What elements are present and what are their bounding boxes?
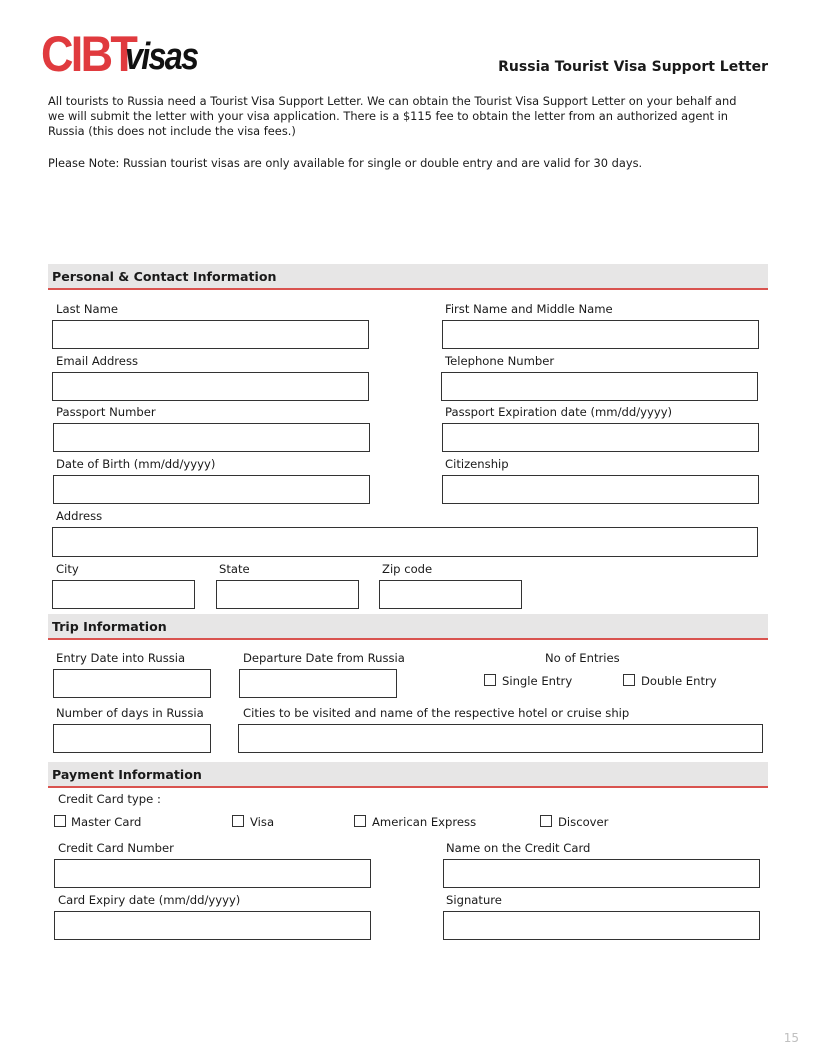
- american-express-checkbox[interactable]: [354, 815, 366, 827]
- section-payment: [48, 762, 768, 788]
- note-paragraph: Please Note: Russian tourist visas are only available for single or double entry and are valid for 30 days.: [48, 156, 643, 170]
- section-heading: Trip Information: [52, 619, 167, 634]
- cities-label: Cities to be visited and name of the respective hotel or cruise ship: [243, 706, 630, 720]
- single-entry-label: Single Entry: [502, 674, 573, 688]
- signature-label: Signature: [446, 893, 502, 907]
- state-label: State: [219, 562, 250, 576]
- city-label: City: [56, 562, 79, 576]
- dob-label: Date of Birth (mm/dd/yyyy): [56, 457, 216, 471]
- telephone-label: Telephone Number: [445, 354, 555, 368]
- section-heading: Personal & Contact Information: [52, 269, 277, 284]
- logo-sub-text: visas: [125, 36, 198, 78]
- departure-date-input[interactable]: [239, 669, 397, 698]
- citizenship-label: Citizenship: [445, 457, 509, 471]
- section-trip: [48, 614, 768, 640]
- discover-label: Discover: [558, 815, 609, 829]
- name-on-card-label: Name on the Credit Card: [446, 841, 591, 855]
- card-number-input[interactable]: [54, 859, 371, 888]
- dob-input[interactable]: [53, 475, 370, 504]
- page-number: 15: [783, 1031, 799, 1045]
- visa-checkbox[interactable]: [232, 815, 244, 827]
- city-input[interactable]: [52, 580, 195, 609]
- passport-expiration-input[interactable]: [442, 423, 759, 452]
- passport-number-label: Passport Number: [56, 405, 156, 419]
- passport-expiration-label: Passport Expiration date (mm/dd/yyyy): [445, 405, 673, 419]
- email-label: Email Address: [56, 354, 139, 368]
- signature-input[interactable]: [443, 911, 760, 940]
- visa-label: Visa: [250, 815, 275, 829]
- zip-label: Zip code: [382, 562, 433, 576]
- master-card-label: Master Card: [71, 815, 142, 829]
- days-in-russia-input[interactable]: [53, 724, 211, 753]
- double-entry-checkbox[interactable]: [623, 674, 635, 686]
- days-in-russia-label: Number of days in Russia: [56, 706, 204, 720]
- zip-input[interactable]: [379, 580, 522, 609]
- card-expiry-label: Card Expiry date (mm/dd/yyyy): [58, 893, 241, 907]
- last-name-input[interactable]: [52, 320, 369, 349]
- section-personal-contact: [48, 264, 768, 290]
- cities-input[interactable]: [238, 724, 763, 753]
- citizenship-input[interactable]: [442, 475, 759, 504]
- document-title: Russia Tourist Visa Support Letter: [498, 59, 768, 75]
- american-express-label: American Express: [372, 815, 477, 829]
- telephone-input[interactable]: [441, 372, 758, 401]
- logo-main-text: CIBT: [41, 26, 136, 82]
- no-of-entries-label: No of Entries: [545, 651, 620, 665]
- cibt-visas-logo: [41, 26, 210, 82]
- last-name-label: Last Name: [56, 302, 119, 316]
- card-number-label: Credit Card Number: [58, 841, 174, 855]
- entry-date-label: Entry Date into Russia: [56, 651, 186, 665]
- single-entry-checkbox[interactable]: [484, 674, 496, 686]
- intro-paragraph: All tourists to Russia need a Tourist Visa Support Letter. We can obtain the Tourist Visa Support Letter on your behalf and we will submit the letter with your visa application. There is a $115 fee to obtain the letter from an authorized agent in Russia (this does not include the visa fees.): [48, 94, 737, 138]
- master-card-checkbox[interactable]: [54, 815, 66, 827]
- passport-number-input[interactable]: [53, 423, 370, 452]
- first-name-input[interactable]: [442, 320, 759, 349]
- section-heading: Payment Information: [52, 767, 202, 782]
- address-label: Address: [56, 509, 103, 523]
- email-input[interactable]: [52, 372, 369, 401]
- address-input[interactable]: [52, 527, 758, 557]
- card-expiry-input[interactable]: [54, 911, 371, 940]
- state-input[interactable]: [216, 580, 359, 609]
- discover-checkbox[interactable]: [540, 815, 552, 827]
- departure-date-label: Departure Date from Russia: [243, 651, 405, 665]
- entry-date-input[interactable]: [53, 669, 211, 698]
- card-type-label: Credit Card type :: [58, 792, 161, 806]
- double-entry-label: Double Entry: [641, 674, 717, 688]
- name-on-card-input[interactable]: [443, 859, 760, 888]
- first-name-label: First Name and Middle Name: [445, 302, 613, 316]
